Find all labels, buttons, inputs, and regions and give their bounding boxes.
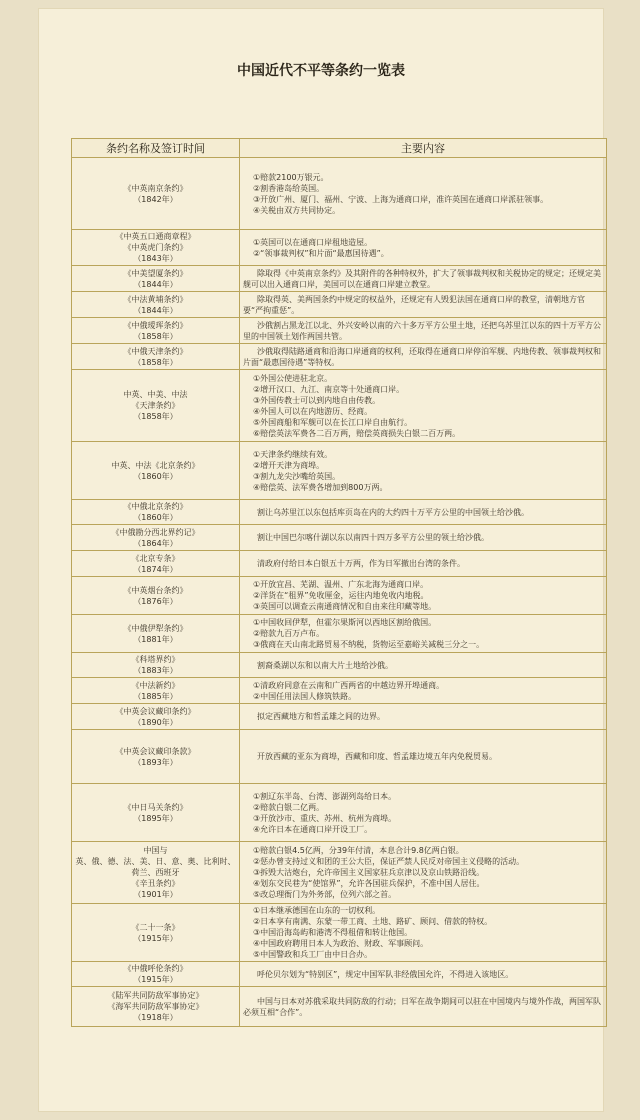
document-page <box>38 8 604 1112</box>
treaty-content-cell <box>240 730 607 784</box>
table-body <box>72 158 607 1027</box>
treaty-content-line: ③拆毁大沽炮台，允许帝国主义国家驻兵京津以及京山铁路沿线。 <box>253 868 485 877</box>
table-row <box>72 962 607 987</box>
treaty-content-cell <box>240 842 607 904</box>
treaty-name-line: 《中英会议藏印条约》 <box>115 706 196 716</box>
treaty-name-cell <box>72 370 240 442</box>
treaty-content-line: ②中国任用法国人修筑铁路。 <box>253 691 357 701</box>
treaty-name-line: （1844年） <box>133 305 178 315</box>
table-row <box>72 292 607 318</box>
treaty-content-cell <box>240 318 607 344</box>
treaty-content-line: ⑤改总理衙门为外务部，位列六部之首。 <box>253 890 397 899</box>
treaty-name-cell <box>72 730 240 784</box>
treaty-content-line: 开放西藏的亚东为商埠，西藏和印度、哲孟雄边境五年内免税贸易。 <box>257 752 497 761</box>
table-row <box>72 678 607 704</box>
treaty-name-line: 《辛丑条约》 <box>131 879 180 888</box>
treaty-name-line: 《中俄勘分西北界约记》 <box>111 527 200 537</box>
table-row <box>72 615 607 653</box>
treaty-content-cell <box>240 525 607 551</box>
treaty-name-line: 《科塔界约》 <box>131 655 180 664</box>
treaty-name-cell <box>72 318 240 344</box>
treaty-name-line: （1915年） <box>133 933 178 943</box>
treaty-name-line: 《中英烟台条约》 <box>123 585 188 595</box>
treaty-content-cell <box>240 987 607 1027</box>
treaty-name-cell <box>72 442 240 500</box>
treaty-name-line: 《中英虎门条约》 <box>123 243 188 252</box>
treaty-content-line: ②增开汉口、九江、南京等十处通商口岸。 <box>253 384 405 394</box>
treaty-table <box>71 138 607 1027</box>
treaty-content-line: 沙俄取得陆路通商和沿海口岸通商的权利，还取得在通商口岸停泊军舰、内地传教、领事裁判权和片面“最惠国待遇”等特权。 <box>243 346 601 367</box>
treaty-content-line: ②惩办曾支持过义和团的王公大臣，保证严禁人民反对帝国主义侵略的活动。 <box>253 857 525 866</box>
treaty-content-line: 除取得英、美两国条约中规定的权益外，还规定有人毁犯法国在通商口岸的教堂，清朝地方官要“严拘重惩”。 <box>243 294 585 315</box>
treaty-content-line: ③俄商在天山南北路贸易不纳税，货物运至嘉峪关减税三分之一。 <box>253 640 485 649</box>
treaty-name-line: 《中美望厦条约》 <box>123 268 188 278</box>
treaty-content-line: 拟定西藏地方和哲孟雄之间的边界。 <box>257 712 385 721</box>
treaty-name-line: （1895年） <box>133 813 178 823</box>
treaty-name-line: （1876年） <box>133 596 178 606</box>
treaty-name-cell <box>72 962 240 987</box>
treaty-name-line: 《中俄天津条约》 <box>123 346 188 356</box>
header-treaty-name: 条约名称及签订时间 <box>72 139 240 158</box>
treaty-content-line: ②增开天津为商埠。 <box>253 460 325 470</box>
treaty-name-line: （1885年） <box>133 691 178 701</box>
treaty-content-line: ③英国可以调查云南通商情况和自由来往印藏等地。 <box>253 602 437 611</box>
treaty-name-cell <box>72 158 240 230</box>
table-row <box>72 266 607 292</box>
treaty-name-line: （1918年） <box>133 1013 178 1022</box>
treaty-name-line: （1890年） <box>133 717 178 727</box>
header-main-content: 主要内容 <box>240 139 607 158</box>
table-row <box>72 525 607 551</box>
treaty-content-line: ③割九龙尖沙嘴给英国。 <box>253 471 341 481</box>
table-row <box>72 230 607 266</box>
treaty-content-line: ①开放宜昌、芜湖、温州、广东北海为通商口岸。 <box>253 580 429 589</box>
table-row <box>72 784 607 842</box>
table-row <box>72 370 607 442</box>
treaty-content-cell <box>240 266 607 292</box>
table-header-row <box>72 139 607 158</box>
treaty-name-line: （1844年） <box>133 279 178 289</box>
treaty-name-line: 《陆军共同防敌军事协定》 <box>107 991 204 1000</box>
treaty-name-line: 中英、中法《北京条约》 <box>111 460 200 470</box>
treaty-content-line: ③开放沙市、重庆、苏州、杭州为商埠。 <box>253 813 397 823</box>
treaty-content-line: ①日本继承德国在山东的一切权利。 <box>253 906 381 915</box>
treaty-content-line: ④划东交民巷为“使馆界”，允许各国驻兵保护，不准中国人居住。 <box>253 879 485 888</box>
treaty-name-cell <box>72 266 240 292</box>
treaty-content-cell <box>240 292 607 318</box>
treaty-name-line: （1864年） <box>133 538 178 548</box>
table-row <box>72 653 607 678</box>
treaty-name-line: （1843年） <box>133 254 178 263</box>
treaty-name-line: 《中英五口通商章程》 <box>115 232 196 241</box>
treaty-name-cell <box>72 500 240 525</box>
treaty-name-line: 《北京专条》 <box>131 553 180 563</box>
treaty-name-cell <box>72 525 240 551</box>
treaty-name-cell <box>72 904 240 962</box>
treaty-name-line: （1858年） <box>133 412 178 421</box>
treaty-content-line: ①赔款白银4.5亿两，分39年付清，本息合计9.8亿两白银。 <box>253 846 464 855</box>
treaty-content-cell <box>240 344 607 370</box>
treaty-content-line: ③开放广州、厦门、福州、宁波、上海为通商口岸，准许英国在通商口岸派驻领事。 <box>253 194 549 204</box>
treaty-content-cell <box>240 653 607 678</box>
treaty-content-line: ⑥赔偿英法军费各二百万两，赔偿英商损失白银二百万两。 <box>253 428 461 438</box>
treaty-content-line: 割让乌苏里江以东包括库页岛在内的大约四十万平方公里的中国领土给沙俄。 <box>257 507 529 517</box>
treaty-content-line: ①割辽东半岛、台湾、澎湖列岛给日本。 <box>253 791 397 801</box>
treaty-content-line: ④中国政府聘用日本人为政治、财政、军事顾问。 <box>253 939 429 948</box>
page-title: 中国近代不平等条约一览表 <box>237 63 405 79</box>
treaty-content-cell <box>240 704 607 730</box>
treaty-name-line: 《中俄伊犁条约》 <box>123 623 188 633</box>
treaty-content-cell <box>240 551 607 577</box>
treaty-content-line: ②割香港岛给英国。 <box>253 183 325 193</box>
treaty-content-cell <box>240 577 607 615</box>
treaty-content-line: ①清政府同意在云南和广西两省的中越边界开埠通商。 <box>253 680 445 690</box>
treaty-name-line: 英、俄、德、法、美、日、意、奥、比利时、荷兰、西班牙 <box>75 857 236 877</box>
treaty-name-line: 《中英会议藏印条款》 <box>115 746 196 756</box>
treaty-name-line: 《中法黄埔条约》 <box>123 294 188 304</box>
treaty-content-line: ②赔款白银二亿两。 <box>253 802 325 812</box>
treaty-name-cell <box>72 292 240 318</box>
treaty-name-cell <box>72 577 240 615</box>
treaty-content-line: ②赔款九百万卢布。 <box>253 629 325 638</box>
treaty-name-cell <box>72 987 240 1027</box>
treaty-name-line: 《中法新约》 <box>131 680 180 690</box>
table-row <box>72 500 607 525</box>
treaty-content-line: ①外国公使进驻北京。 <box>253 373 333 383</box>
treaty-content-cell <box>240 784 607 842</box>
table-row <box>72 987 607 1027</box>
treaty-content-cell <box>240 230 607 266</box>
treaty-name-cell <box>72 784 240 842</box>
treaty-content-cell <box>240 615 607 653</box>
treaty-content-line: ②洋货在“租界”免收厘金，运往内地免收内地税。 <box>253 591 429 600</box>
treaty-name-line: 《中俄北京条约》 <box>123 502 188 511</box>
treaty-name-line: （1842年） <box>133 194 178 204</box>
treaty-name-line: 中英、中美、中法 <box>123 390 188 399</box>
treaty-name-line: （1893年） <box>133 757 178 767</box>
treaty-content-line: 沙俄割占黑龙江以北、外兴安岭以南的六十多万平方公里土地，还把乌苏里江以东的四十万平方公里的中国领土划作两国共管。 <box>243 320 601 341</box>
table-row <box>72 730 607 784</box>
table-row <box>72 577 607 615</box>
treaty-content-line: ②“领事裁判权”和片面“最惠国待遇”。 <box>253 248 389 258</box>
treaty-name-cell <box>72 653 240 678</box>
treaty-name-line: （1860年） <box>133 513 178 522</box>
treaty-name-cell <box>72 678 240 704</box>
treaty-content-line: 割让中国巴尔喀什湖以东以南四十四万多平方公里的领土给沙俄。 <box>257 533 489 542</box>
treaty-content-line: ④外国人可以在内地游历、经商。 <box>253 406 373 416</box>
treaty-name-line: 《中英南京条约》 <box>123 183 188 193</box>
treaty-name-line: （1901年） <box>133 890 178 899</box>
treaty-name-line: 《海军共同防敌军事协定》 <box>107 1002 204 1011</box>
treaty-content-line: ⑤外国商船和军舰可以在长江口岸自由航行。 <box>253 417 413 427</box>
treaty-content-cell <box>240 962 607 987</box>
table-row <box>72 842 607 904</box>
treaty-name-line: 《中俄呼伦条约》 <box>123 964 188 973</box>
treaty-name-cell <box>72 842 240 904</box>
treaty-content-line: ④关税由双方共同协定。 <box>253 205 341 215</box>
treaty-content-line: ①天津条约继续有效。 <box>253 449 333 459</box>
treaty-name-cell <box>72 551 240 577</box>
table-row <box>72 904 607 962</box>
treaty-content-cell <box>240 904 607 962</box>
treaty-name-cell <box>72 230 240 266</box>
table-row <box>72 158 607 230</box>
treaty-name-line: （1915年） <box>133 975 178 984</box>
treaty-name-line: 《中俄瑷珲条约》 <box>123 320 188 330</box>
table-row <box>72 344 607 370</box>
treaty-name-line: （1883年） <box>133 666 178 675</box>
treaty-content-line: 呼伦贝尔划为“特别区”，规定中国军队非经俄国允许，不得进入该地区。 <box>257 969 514 979</box>
treaty-name-cell <box>72 615 240 653</box>
treaty-content-line: ①赔款2100万银元。 <box>253 172 329 182</box>
treaty-content-line: ④赔偿英、法军费各增加到800万两。 <box>253 482 388 492</box>
treaty-name-line: （1874年） <box>133 564 178 574</box>
treaty-content-cell <box>240 158 607 230</box>
treaty-content-line: 中国与日本对苏俄采取共同防敌的行动；日军在战争期间可以驻在中国境内与境外作战，两国军队必须互相“合作”。 <box>243 996 601 1017</box>
treaty-content-line: ③中国沿海岛屿和港湾不得租借和转让他国。 <box>253 928 413 937</box>
treaty-name-line: （1858年） <box>133 331 178 341</box>
treaty-content-line: ①中国收回伊犁，但霍尔果斯河以西地区割给俄国。 <box>253 618 437 627</box>
treaty-name-cell <box>72 344 240 370</box>
table-row <box>72 704 607 730</box>
treaty-name-line: （1858年） <box>133 357 178 367</box>
treaty-content-cell <box>240 678 607 704</box>
table-row <box>72 442 607 500</box>
treaty-content-line: ③外国传教士可以到内地自由传教。 <box>253 395 381 405</box>
treaty-name-line: 《二十一条》 <box>131 922 180 932</box>
treaty-content-cell <box>240 370 607 442</box>
treaty-name-cell <box>72 704 240 730</box>
treaty-content-line: 清政府付给日本白银五十万两，作为日军撤出台湾的条件。 <box>257 559 465 568</box>
treaty-content-line: ⑤中国警政和兵工厂由中日合办。 <box>253 950 373 959</box>
treaty-content-line: ④允许日本在通商口岸开设工厂。 <box>253 824 373 834</box>
treaty-name-line: （1881年） <box>133 634 178 644</box>
treaty-content-line: 除取得《中英南京条约》及其附件的各种特权外，扩大了领事裁判权和关税协定的规定；还规定美舰可以出入通商口岸，美国可以在通商口岸建立教堂。 <box>243 268 601 289</box>
treaty-content-line: ①英国可以在通商口岸租地造屋。 <box>253 237 373 247</box>
treaty-content-line: ②日本享有南满、东蒙一带工商、土地、路矿、顾问、借款的特权。 <box>253 917 493 926</box>
table-row <box>72 551 607 577</box>
treaty-name-line: 中国与 <box>143 846 168 855</box>
treaty-name-line: （1860年） <box>133 471 178 481</box>
treaty-content-line: 割裔桑湖以东和以南大片土地给沙俄。 <box>257 660 393 670</box>
treaty-name-line: 《天津条约》 <box>131 401 180 410</box>
treaty-content-cell <box>240 442 607 500</box>
treaty-name-line: 《中日马关条约》 <box>123 802 188 812</box>
treaty-content-cell <box>240 500 607 525</box>
table-row <box>72 318 607 344</box>
